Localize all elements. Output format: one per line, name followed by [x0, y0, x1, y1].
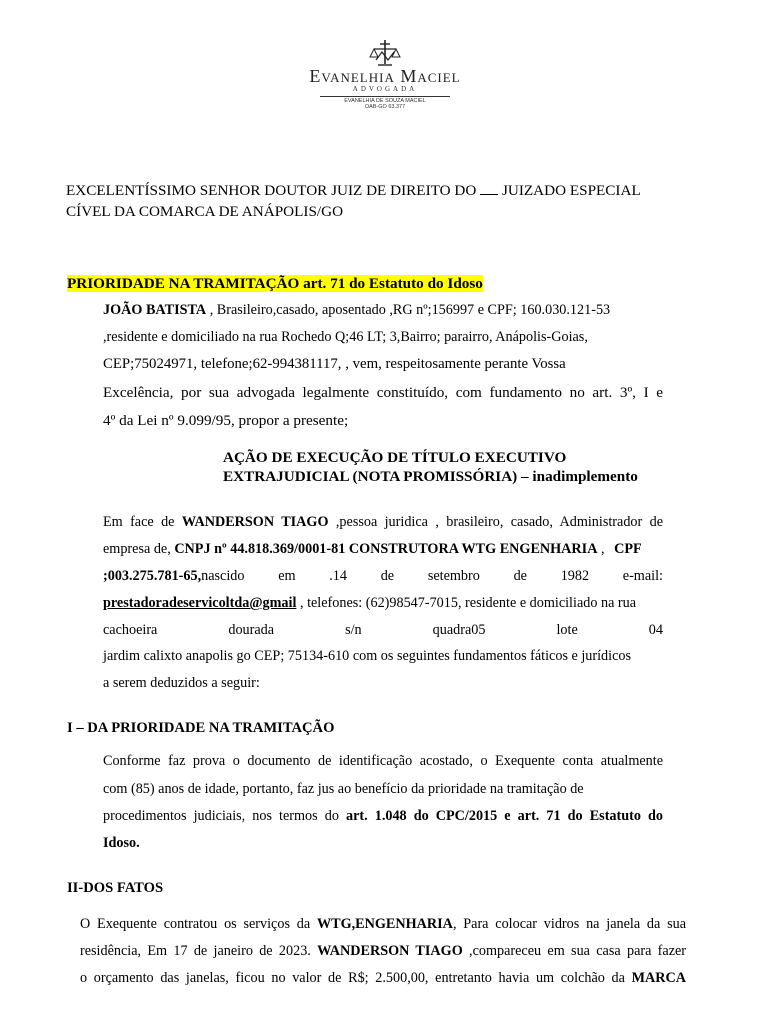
defendant-line: Em face de WANDERSON TIAGO ,pessoa juridica , brasileiro, casado, Administrador de: [103, 514, 663, 530]
plaintiff-line: CEP;75024971, telefone;62-994381117, , vem, respeitosamente perante Vossa: [103, 356, 566, 372]
section-heading: I – DA PRIORIDADE NA TRAMITAÇÃO: [67, 720, 335, 736]
plaintiff-name: JOÃO BATISTA: [103, 302, 207, 318]
section-1-line: procedimentos judiciais, nos termos do art. 1.048 do CPC/2015 e art. 71 do Estatuto do: [103, 808, 663, 824]
section-1-line: Idoso.: [103, 835, 140, 851]
plaintiff-line: ,residente e domiciliado na rua Rochedo Q;46 LT; 3,Bairro; parairro, Anápolis-Goias,: [103, 329, 588, 345]
defendant-line: a serem deduzidos a seguir:: [103, 675, 260, 691]
signature-oab: OAB-GO 63.377: [364, 104, 406, 110]
action-title-line-1: AÇÃO DE EXECUÇÃO DE TÍTULO EXECUTIVO: [223, 449, 567, 466]
defendant-line: empresa de, CNPJ nº 44.818.369/0001-81 CONSTRUTORA WTG ENGENHARIA , CPF: [103, 541, 642, 557]
section-1-line: Conforme faz prova o documento de identificação acostado, o Exequente conta atualmente: [103, 753, 663, 769]
addressee-line-2: CÍVEL DA COMARCA DE ANÁPOLIS/GO: [66, 203, 344, 220]
section-1-line: com (85) anos de idade, portanto, faz jus ao benefício da prioridade na tramitação de: [103, 781, 584, 797]
action-title: [223, 448, 683, 486]
plaintiff-line: JOÃO BATISTA , Brasileiro,casado, aposentado ,RG nº;156997 e CPF; 160.030.121-53: [103, 302, 611, 318]
plaintiff-line: 4º da Lei nº 9.099/95, propor a presente;: [103, 412, 349, 429]
defendant-name: WANDERSON TIAGO: [181, 514, 329, 530]
blank-field: [480, 182, 498, 195]
section-2-line: o orçamento das janelas, ficou no valor de R$; 2.500,00, entretanto havia um colchão da MARCA: [80, 970, 687, 986]
logo-name: Evanelhia Maciel: [309, 66, 461, 86]
defendant-line: prestadoradeservicoltda@gmail , telefones: (62)98547-7015, residente e domiciliado na rua: [103, 595, 637, 611]
addressee: [66, 180, 716, 222]
defendant-cpf: ;003.275.781-65,: [103, 568, 202, 584]
addressee-line-1: EXCELENTÍSSIMO SENHOR DOUTOR JUIZ DE DIREITO DO JUIZADO ESPECIAL: [66, 182, 641, 199]
logo-subtitle: ADVOGADA: [352, 85, 418, 93]
logo-signature-block: [320, 96, 450, 110]
defendant-line: jardim calixto anapolis go CEP; 75134-610 com os seguintes fundamentos fáticos e jurídicos: [103, 648, 631, 664]
defendant-line: ;003.275.781-65,nascido em .14 de setembro de 1982 e-mail:: [103, 568, 663, 584]
defendant-cnpj: CNPJ nº 44.818.369/0001-81 CONSTRUTORA WTG ENGENHARIA: [174, 541, 598, 557]
scales-of-justice-icon: [280, 38, 490, 68]
action-title-line-2: EXTRAJUDICIAL (NOTA PROMISSÓRIA) – inadimplemento: [223, 468, 638, 485]
priority-heading: PRIORIDADE NA TRAMITAÇÃO art. 71 do Estatuto do Idoso: [67, 275, 483, 292]
section-2-line: residência, Em 17 de janeiro de 2023. WANDERSON TIAGO ,compareceu em sua casa para fazer: [80, 943, 687, 959]
plaintiff-line: Excelência, por sua advogada legalmente constituído, com fundamento no art. 3º, I e: [103, 384, 663, 401]
law-office-logo: [280, 38, 490, 110]
section-2-line: O Exequente contratou os serviços da WTG,ENGENHARIA, Para colocar vidros na janela da sua: [80, 916, 686, 932]
email-link[interactable]: prestadoradeservicoltda@gmail: [103, 595, 297, 611]
section-heading: II-DOS FATOS: [67, 880, 164, 896]
signature-name: EVANELHIA DE SOUZA MACIEL: [344, 98, 426, 104]
defendant-line: cachoeira dourada s/n quadra05 lote 04: [103, 622, 663, 638]
